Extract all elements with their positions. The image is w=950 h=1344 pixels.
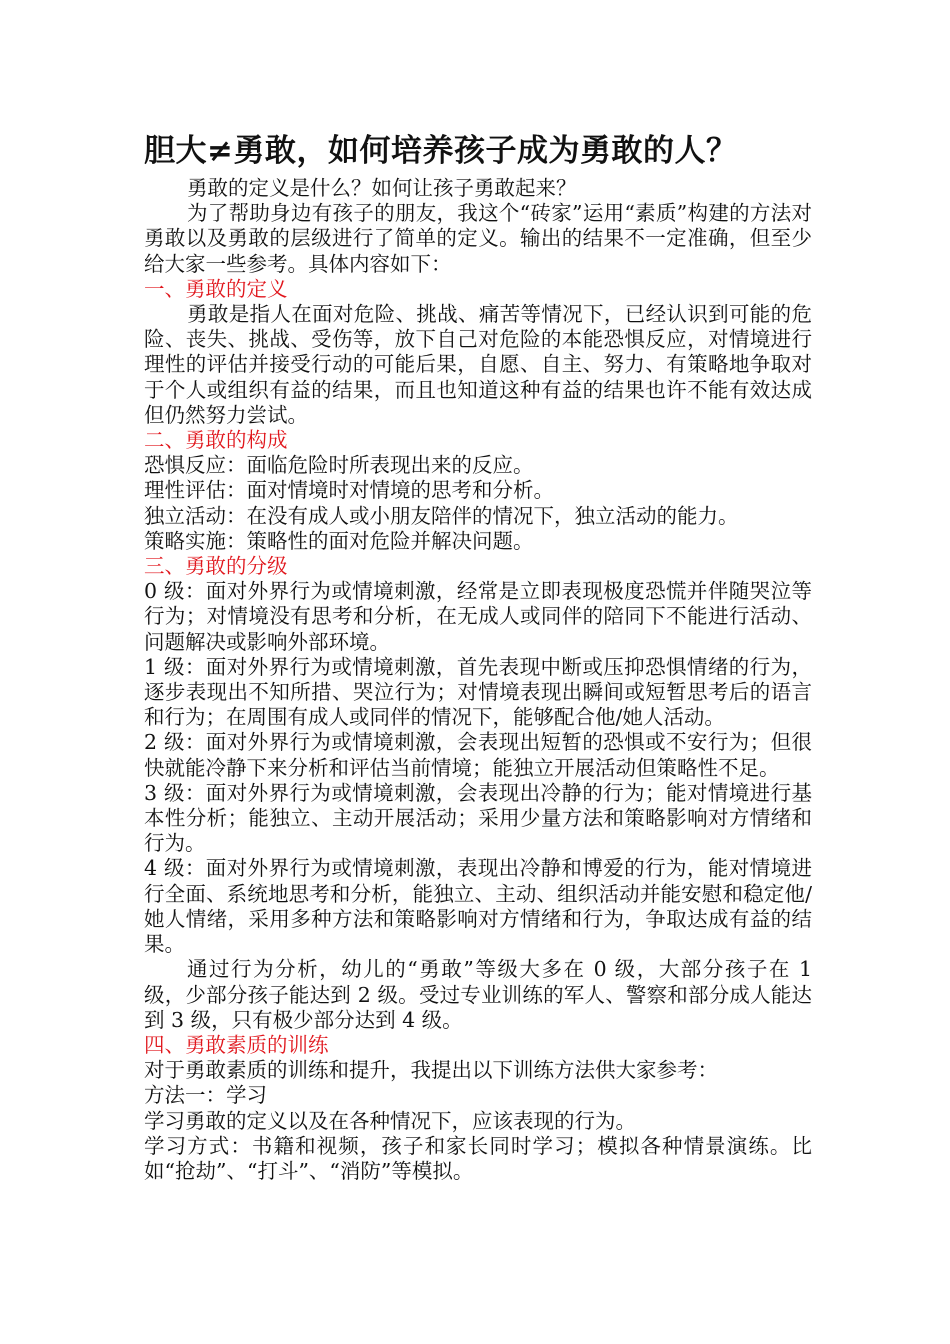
paragraph-4: 恐惧反应：面临危险时所表现出来的反应。: [144, 453, 534, 478]
section-heading-4: 四、勇敢素质的训练: [144, 1032, 329, 1057]
paragraph-14: 对于勇敢素质的训练和提升，我提出以下训练方法供大家参考：: [144, 1058, 718, 1083]
paragraph-11: 3 级：面对外界行为或情境刺激，会表现出冷静的行为；能对情境进行基本性分析；能独立、主动开展活动；采用少量方法和策略影响对方情绪和行为。: [144, 780, 812, 856]
paragraph-3: 勇敢是指人在面对危险、挑战、痛苦等情况下，已经认识到可能的危险、丧失、挑战、受伤等，放下自己对危险的本能恐惧反应，对情境进行理性的评估并接受行动的可能后果，自愿、自主、努力、有策略地争取对于个人或组织有益的结果，而且也知道这种有益的结果也许不能有效达成但仍然努力尝试。: [144, 302, 812, 427]
paragraph-7: 策略实施：策略性的面对危险并解决问题。: [144, 528, 534, 553]
paragraph-5: 理性评估：面对情境时对情境的思考和分析。: [144, 478, 554, 503]
paragraph-10: 2 级：面对外界行为或情境刺激，会表现出短暂的恐惧或不安行为；但很快就能冷静下来分析和评估当前情境；能独立开展活动但策略性不足。: [144, 730, 812, 780]
paragraph-13: 通过行为分析，幼儿的“勇敢”等级大多在 0 级，大部分孩子在 1 级，少部分孩子能达到 2 级。受过专业训练的军人、警察和部分成人能达到 3 级，只有极少部分达到 4 级。: [144, 957, 812, 1032]
paragraph-2: 为了帮助身边有孩子的朋友，我这个“砖家”运用“素质”构建的方法对勇敢以及勇敢的层级进行了简单的定义。输出的结果不一定准确，但至少给大家一些参考。具体内容如下：: [144, 201, 812, 276]
paragraph-12: 4 级：面对外界行为或情境刺激，表现出冷静和博爱的行为，能对情境进行全面、系统地思考和分析，能独立、主动、组织活动并能安慰和稳定他/她人情绪，采用多种方法和策略影响对方情绪和行为，争取达成有益的结果。: [144, 856, 812, 957]
paragraph-16: 学习勇敢的定义以及在各种情况下，应该表现的行为。: [144, 1108, 636, 1133]
section-heading-1: 一、勇敢的定义: [144, 276, 288, 301]
paragraph-15: 方法一：学习: [144, 1083, 267, 1108]
paragraph-8: 0 级：面对外界行为或情境刺激，经常是立即表现极度恐慌并伴随哭泣等行为；对情境没有思考和分析，在无成人或同伴的陪同下不能进行活动、问题解决或影响外部环境。: [144, 579, 812, 654]
paragraph-6: 独立活动：在没有成人或小朋友陪伴的情况下，独立活动的能力。: [144, 503, 739, 528]
document-page: [144, 128, 812, 1184]
section-heading-2: 二、勇敢的构成: [144, 428, 288, 453]
paragraph-1: 勇敢的定义是什么？如何让孩子勇敢起来？: [187, 176, 577, 200]
document-title: 胆大≠勇敢，如何培养孩子成为勇敢的人？: [144, 133, 738, 169]
paragraph-17: 学习方式：书籍和视频，孩子和家长同时学习；模拟各种情景演练。比如“抢劫”、“打斗”、“消防”等模拟。: [144, 1133, 812, 1183]
section-heading-3: 三、勇敢的分级: [144, 554, 288, 579]
document-body: [144, 176, 812, 1184]
paragraph-9: 1 级：面对外界行为或情境刺激，首先表现中断或压抑恐惧情绪的行为，逐步表现出不知所措、哭泣行为；对情境表现出瞬间或短暂思考后的语言和行为；在周围有成人或同伴的情况下，能够配合他/她人活动。: [144, 654, 812, 730]
